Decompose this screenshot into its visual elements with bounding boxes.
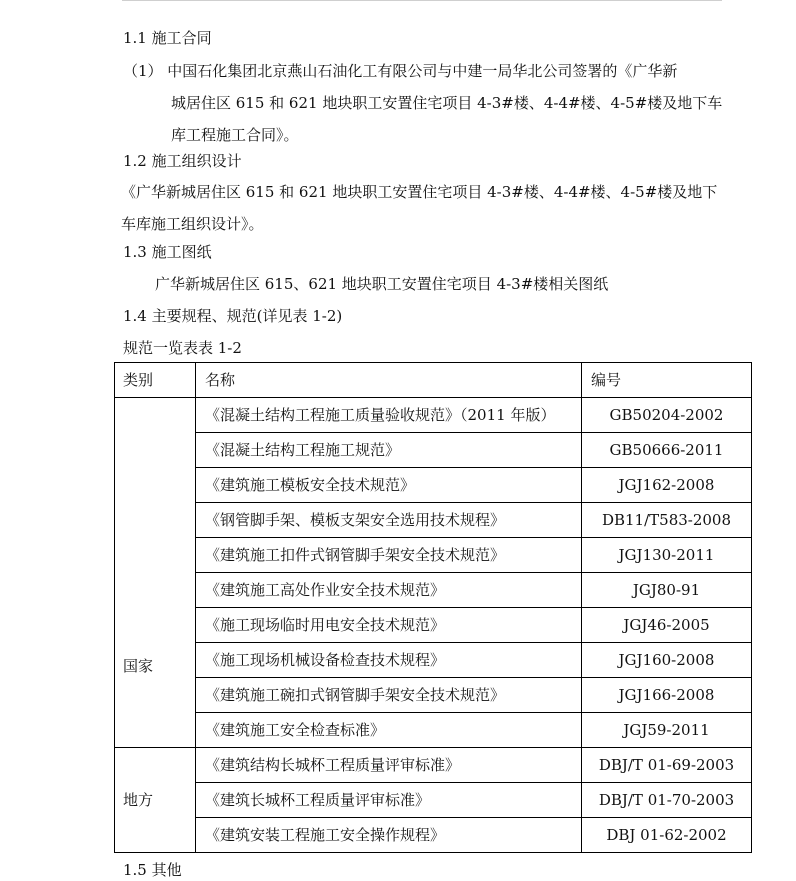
standard-name-cell: 《钢管脚手架、模板支架安全选用技术规程》 xyxy=(196,503,582,538)
standard-name-cell: 《建筑施工模板安全技术规范》 xyxy=(196,468,582,503)
header-name: 名称 xyxy=(196,363,582,398)
standard-code-cell: DBJ/T 01-69-2003 xyxy=(582,748,752,783)
standard-name-cell: 《建筑结构长城杯工程质量评审标准》 xyxy=(196,748,582,783)
table-row xyxy=(115,748,752,783)
standard-code-cell: GB50666-2011 xyxy=(582,433,752,468)
standard-name-cell: 《建筑安装工程施工安全操作规程》 xyxy=(196,818,582,853)
header-category: 类别 xyxy=(115,363,196,398)
standard-code-cell: JGJ160-2008 xyxy=(582,643,752,678)
standard-name-cell: 《施工现场机械设备检查技术规程》 xyxy=(196,643,582,678)
section-1-1-heading: 1.1 施工合同 xyxy=(123,29,212,47)
section-1-3-heading: 1.3 施工图纸 xyxy=(123,243,212,261)
table-row xyxy=(115,503,752,538)
drawings-line: 广华新城居住区 615、621 地块职工安置住宅项目 4-3#楼相关图纸 xyxy=(155,275,609,293)
section-1-5-heading: 1.5 其他 xyxy=(123,861,182,879)
standard-code-cell: DBJ 01-62-2002 xyxy=(582,818,752,853)
table-row xyxy=(115,468,752,503)
table-header-row xyxy=(115,363,752,398)
table-caption: 规范一览表表 1-2 xyxy=(123,339,242,357)
standard-code-cell: JGJ46-2005 xyxy=(582,608,752,643)
contract-line-2: 城居住区 615 和 621 地块职工安置住宅项目 4-3#楼、4-4#楼、4-5#楼及地下车 xyxy=(171,94,723,112)
standard-name-cell: 《建筑施工安全检查标准》 xyxy=(196,713,582,748)
standard-name-cell: 《建筑长城杯工程质量评审标准》 xyxy=(196,783,582,818)
standard-code-cell: JGJ162-2008 xyxy=(582,468,752,503)
standard-code-cell: JGJ166-2008 xyxy=(582,678,752,713)
standard-name-cell: 《混凝土结构工程施工质量验收规范》（2011 年版） xyxy=(196,398,582,433)
table-body xyxy=(115,398,752,853)
contract-line-1: （1） 中国石化集团北京燕山石油化工有限公司与中建一局华北公司签署的《广华新 xyxy=(123,62,678,80)
standard-name-cell: 《建筑施工扣件式钢管脚手架安全技术规范》 xyxy=(196,538,582,573)
table-row xyxy=(115,818,752,853)
table-row xyxy=(115,643,752,678)
category-cell: 国家 xyxy=(115,398,196,748)
standard-name-cell: 《建筑施工碗扣式钢管脚手架安全技术规范》 xyxy=(196,678,582,713)
category-cell: 地方 xyxy=(115,748,196,853)
contract-line-3: 库工程施工合同》。 xyxy=(171,126,299,144)
standard-code-cell: JGJ130-2011 xyxy=(582,538,752,573)
table-row xyxy=(115,573,752,608)
design-line-2: 车库施工组织设计》。 xyxy=(121,215,264,233)
table-row xyxy=(115,398,752,433)
section-1-4-heading: 1.4 主要规程、规范(详见表 1-2) xyxy=(123,307,343,325)
standard-code-cell: JGJ80-91 xyxy=(582,573,752,608)
standards-table xyxy=(114,362,752,853)
table-row xyxy=(115,608,752,643)
standard-name-cell: 《施工现场临时用电安全技术规范》 xyxy=(196,608,582,643)
standard-code-cell: DBJ/T 01-70-2003 xyxy=(582,783,752,818)
standard-code-cell: JGJ59-2011 xyxy=(582,713,752,748)
table-row xyxy=(115,783,752,818)
design-line-1: 《广华新城居住区 615 和 621 地块职工安置住宅项目 4-3#楼、4-4#楼、4-5#楼及地下 xyxy=(121,183,718,201)
table-row xyxy=(115,538,752,573)
standard-code-cell: DB11/T583-2008 xyxy=(582,503,752,538)
standard-name-cell: 《建筑施工高处作业安全技术规范》 xyxy=(196,573,582,608)
header-code: 编号 xyxy=(582,363,752,398)
standard-code-cell: GB50204-2002 xyxy=(582,398,752,433)
section-1-2-heading: 1.2 施工组织设计 xyxy=(123,152,242,170)
standard-name-cell: 《混凝土结构工程施工规范》 xyxy=(196,433,582,468)
table-row xyxy=(115,678,752,713)
top-divider xyxy=(122,0,722,1)
table-row xyxy=(115,433,752,468)
table-row xyxy=(115,713,752,748)
